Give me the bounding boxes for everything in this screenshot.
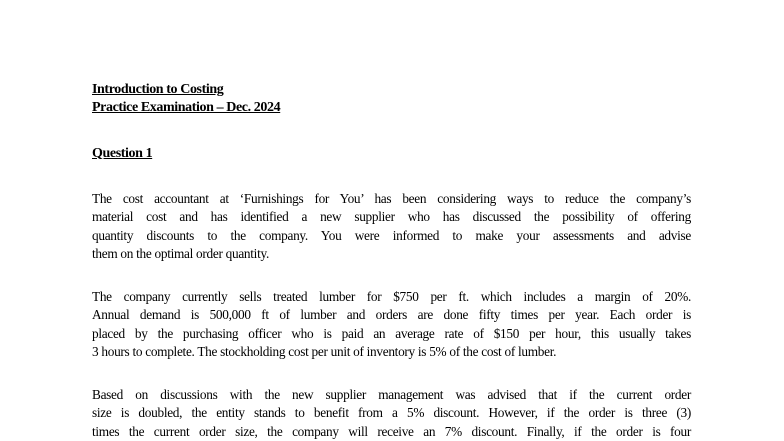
- paragraph-line: size is doubled, the entity stands to benefit from a 5% discount. However, if the order is three (3): [92, 405, 691, 421]
- paragraph-2: [92, 288, 691, 362]
- paragraph-line: The cost accountant at ‘Furnishings for You’ has been considering ways to reduce the company’s: [92, 191, 691, 206]
- document-title: Introduction to Costing: [92, 82, 224, 97]
- paragraph-line: placed by the purchasing officer who is paid an average rate of $150 per hour, this usually takes: [92, 325, 691, 341]
- paragraph-line: quantity discounts to the company. You were informed to make your assessments and advise: [92, 227, 691, 243]
- paragraph-line: them on the optimal order quantity.: [92, 246, 269, 262]
- paragraph-line: 3 hours to complete. The stockholding cost per unit of inventory is 5% of the cost of lumber.: [92, 344, 557, 360]
- paragraph-line: Annual demand is 500,000 ft of lumber and orders are done fifty times per year. Each order is: [92, 307, 691, 323]
- question-heading: Question 1: [92, 146, 153, 161]
- paragraph-line: material cost and has identified a new supplier who has discussed the possibility of offering: [92, 209, 691, 225]
- paragraph-line: The company currently sells treated lumber for $750 per ft. which includes a margin of 20%.: [92, 289, 691, 304]
- document-subtitle: Practice Examination – Dec. 2024: [92, 100, 281, 115]
- paragraph-3: [92, 386, 691, 441]
- paragraph-1: [92, 190, 691, 264]
- paragraph-line: times the current order size, the company will receive an 7% discount. Finally, if the order is four: [92, 423, 691, 439]
- paragraph-line: Based on discussions with the new supplier management was advised that if the current order: [92, 387, 691, 402]
